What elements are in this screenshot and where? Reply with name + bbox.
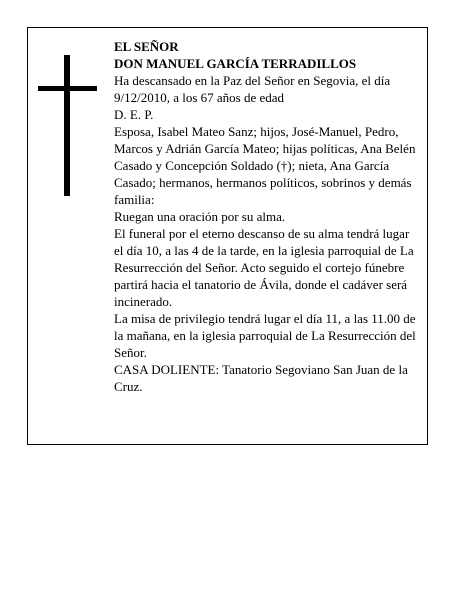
deceased-name: DON MANUEL GARCÍA TERRADILLOS bbox=[114, 56, 357, 71]
prayer-request: Ruegan una oración por su alma. bbox=[114, 209, 286, 224]
mourning-house: CASA DOLIENTE: Tanatorio Segoviano San Juan de la Cruz. bbox=[114, 362, 408, 394]
rip-line: D. E. P. bbox=[114, 107, 154, 122]
obituary-text bbox=[114, 38, 420, 395]
cross-horizontal-bar bbox=[38, 86, 97, 91]
title-line-1: EL SEÑOR bbox=[114, 39, 179, 54]
mass-details: La misa de privilegio tendrá lugar el día 11, a las 11.00 de la mañana, en la iglesia parroquial de La Resurrección del Señor. bbox=[114, 311, 416, 360]
family-list: Esposa, Isabel Mateo Sanz; hijos, José-Manuel, Pedro, Marcos y Adrián García Mateo; hijas políticas, Ana Belén Casado y Concepción Soldado (†); nieta, Ana García Casado; hermanos, hermanos políticos, sobrinos y demás familia: bbox=[114, 124, 416, 207]
funeral-details: El funeral por el eterno descanso de su alma tendrá lugar el día 10, a las 4 de la tarde, en la iglesia parroquial de La Resurrección del Señor. Acto seguido el cortejo fúnebre partirá hacia el tanatorio de Ávila, donde el cadáver será incinerado. bbox=[114, 226, 414, 309]
cross-vertical-bar bbox=[64, 55, 70, 196]
death-announcement: Ha descansado en la Paz del Señor en Segovia, el día 9/12/2010, a los 67 años de edad bbox=[114, 73, 391, 105]
